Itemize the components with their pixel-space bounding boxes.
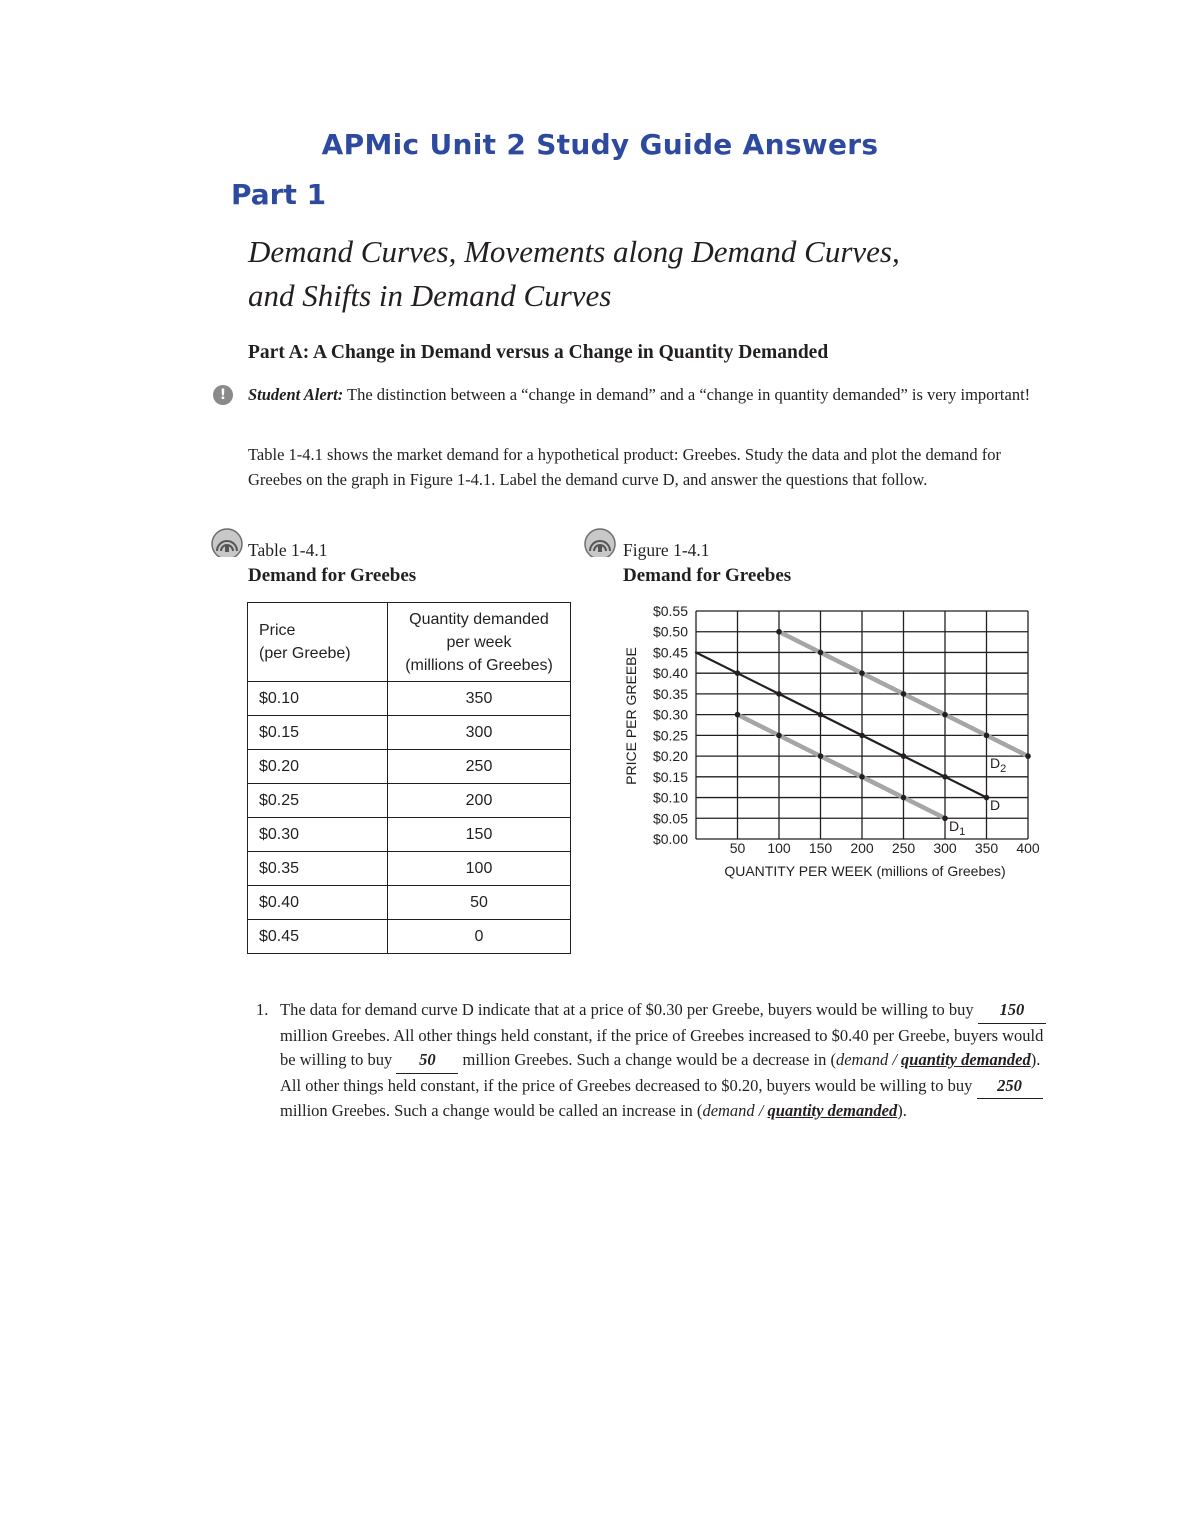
curve-label-d: D [990,797,1001,813]
x-tick-label: 250 [891,840,916,856]
x-tick-label: 200 [850,840,874,856]
quantity-cell: 300 [388,716,571,750]
chart-curves [696,629,1031,821]
x-tick-label: 50 [729,840,746,856]
table-caption-title: Demand for Greebes [248,565,417,586]
quantity-cell: 200 [388,784,571,818]
option-quantity-demanded-circled: quantity demanded [901,1050,1031,1069]
data-point [818,753,824,759]
x-axis-label: QUANTITY PER WEEK (millions of Greebes) [724,863,1006,879]
data-point [776,629,782,635]
y-tick-label: $0.00 [652,831,688,847]
quantity-cell: 150 [388,818,571,852]
quantity-cell: 100 [388,852,571,886]
answer-blank-1: 150 [978,998,1046,1024]
option-demand: demand [835,1050,889,1069]
table-row [248,920,571,954]
data-point [942,815,948,821]
quantity-cell: 50 [388,886,571,920]
quantity-cell: 350 [388,682,571,716]
curve-label-d2: $D_2$ [990,755,1007,775]
y-tick-label: $0.40 [652,665,688,682]
data-point [984,733,990,739]
data-point [984,795,990,801]
x-tick-label: 100 [767,840,791,856]
chart-labels [623,603,1040,879]
quantity-cell: 250 [388,750,571,784]
data-point [942,774,948,780]
alert-text: The distinction between a “change in demand” and a “change in quantity demanded” is very important! [347,385,1031,404]
data-point [818,712,824,718]
option-demand-2: demand [702,1101,755,1120]
price-cell: $0.40 [248,886,388,920]
y-tick-label: $0.30 [652,706,688,723]
price-header: Price (per Greebe) [248,603,388,682]
quantity-cell: 0 [388,920,571,954]
data-point [859,670,865,676]
subtitle-line-2: and Shifts in Demand Curves [248,278,612,313]
y-tick-label: $0.50 [652,623,688,640]
y-tick-label: $0.25 [652,727,688,744]
table-caption-number: Table 1-4.1 [248,540,328,560]
data-point [735,670,741,676]
data-point [776,733,782,739]
y-tick-label: $0.05 [652,810,688,827]
price-cell: $0.45 [248,920,388,954]
y-tick-label: $0.15 [652,768,688,785]
option-quantity-demanded-circled-2: quantity demanded [767,1101,898,1120]
data-point [901,753,907,759]
y-tick-label: $0.10 [652,789,688,806]
quantity-header: Quantity demanded per week (millions of Greebes) [388,603,571,682]
chart-grid [696,611,1028,839]
question-number: 1. [256,1000,269,1019]
question-1: The data for demand curve D indicate that at a price of $0.30 per Greebe, buyers would be willing to buy 150 million Greebes. All other things held constant, if the price of Greebes increased to $0.40 per Greebe, buyers would be willing to buy 50 million Greebes. Such a change would be a decrease in (demand / quantity demanded). All other things held constant, if the price of Greebes decreased to $0.20, buyers would be willing to buy 250 million Greebes. Such a change would be called an increase in (demand / quantity demanded). [280,998,1050,1124]
figure-caption-number: Figure 1-4.1 [623,540,710,560]
data-point [1025,753,1031,759]
figure-caption-title: Demand for Greebes [623,565,792,586]
alert-icon: ! [213,385,233,405]
data-point [901,691,907,697]
data-point [901,795,907,801]
curve-label-d1: $D_1$ [949,818,966,838]
data-point [859,733,865,739]
price-cell: $0.30 [248,818,388,852]
data-point [859,774,865,780]
y-tick-label: $0.55 [652,603,688,619]
section-heading: Part A: A Change in Demand versus a Change in Quantity Demanded [248,342,829,363]
part-heading: Part 1 [231,178,327,211]
price-cell: $0.25 [248,784,388,818]
price-cell: $0.10 [248,682,388,716]
subtitle-line-1: Demand Curves, Movements along Demand Curves, [248,234,900,269]
x-tick-label: 150 [808,840,833,856]
price-cell: $0.35 [248,852,388,886]
x-tick-label: 400 [1016,840,1040,856]
y-tick-label: $0.20 [652,748,688,765]
answer-blank-2: 50 [396,1048,458,1074]
y-tick-label: $0.45 [652,644,688,661]
price-cell: $0.20 [248,750,388,784]
y-axis-label: PRICE PER GREEBE [623,647,639,785]
price-cell: $0.15 [248,716,388,750]
data-point [776,691,782,697]
alert-label: Student Alert: [248,385,344,404]
data-point [818,650,824,656]
x-tick-label: 350 [974,840,999,856]
y-tick-label: $0.35 [652,685,688,702]
data-point [735,712,741,718]
intro-paragraph: Table 1-4.1 shows the market demand for a hypothetical product: Greebes. Study the data and plot the demand for Greebes on the graph in Figure 1-4.1. Label the demand curve D, and answer the questions that follow. [248,445,1002,489]
page-title: APMic Unit 2 Study Guide Answers [321,128,879,161]
x-tick-label: 300 [933,840,957,856]
answer-blank-3: 250 [977,1074,1043,1100]
demand-curve-d1 [738,715,946,819]
data-point [942,712,948,718]
